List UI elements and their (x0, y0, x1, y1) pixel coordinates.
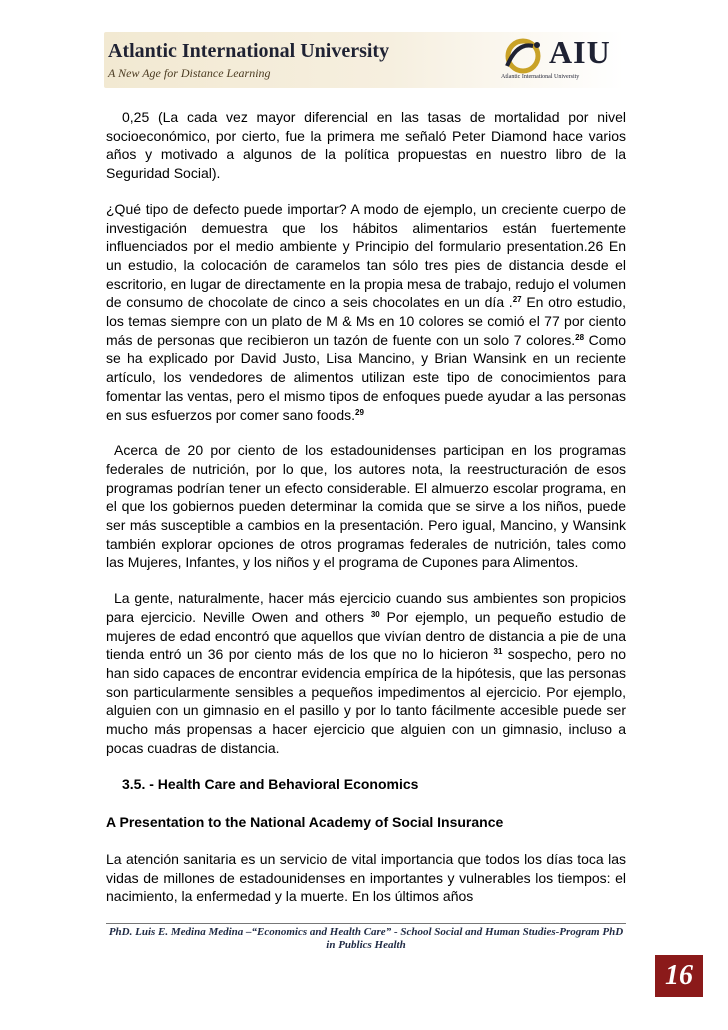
university-subtitle: A New Age for Distance Learning (108, 66, 271, 80)
aiu-laurel-logo-icon (499, 36, 549, 76)
footer-divider (106, 923, 626, 924)
paragraph-3: Acerca de 20 por ciento de los estadounidenses participan en los programas federales de nutrición, por lo que, los autores nota, la reestructuración de esos programas podrían tener un efecto considerable. El almuerzo escolar programa, en el que los gobiernos pueden determinar la comida que se sirve a los niños, puede ser más susceptible a cambios en la presentación. Pero igual, Mancino, y Wansink también explorar opciones de otros programas federales de nutrición, tales como las Mujeres, Infantes, y los niños y el programa de Cupones para Alimentos. (106, 442, 626, 571)
paragraph-1: 0,25 (La cada vez mayor diferencial en las tasas de mortalidad por nivel socioeconómico, por cierto, fue la primera me señaló Peter Diamond hace varios años y motivado a algunos de la política propuestas en nuestro libro de la Seguridad Social). (106, 109, 626, 182)
footnote-ref-28: 28 (575, 332, 585, 342)
footnote-ref-29: 29 (355, 407, 364, 417)
page-footer: PhD. Luis E. Medina Medina –“Economics and Health Care” - School Social and Human Studies-Program PhD in Publics Health (108, 926, 624, 951)
paragraph-4-part-b: Por ejemplo, un pequeño estudio de mujeres de edad encontró que aquellos que vivían dentro de distancia a pie de una tienda entró un 36 por ciento más de los que no lo hicieron (106, 608, 626, 663)
page-number: 16 (655, 955, 703, 997)
section-heading: 3.5. - Health Care and Behavioral Economics (122, 775, 419, 792)
page-body (106, 108, 626, 923)
paragraph-4 (106, 589, 626, 757)
university-title: Atlantic International University (108, 40, 390, 62)
aiu-logo (499, 36, 624, 84)
paragraph-2-part-a: ¿Qué tipo de defecto puede importar? A modo de ejemplo, un creciente cuerpo de investigación demuestra que los hábitos alimentarios están fuertemente influenciados por el medio ambiente y Principio del formulario presentation.26 En un estudio, la colocación de caramelos tan sólo tres pies de distancia desde el escritorio, en lugar de directamente en la propia mesa de trabajo, redujo el volumen de consumo de chocolate de cinco a seis chocolates en un día . (106, 200, 626, 311)
page-header (104, 32, 624, 88)
footnote-ref-31: 31 (493, 647, 503, 657)
paragraph-4-part-a: La gente, naturalmente, hacer más ejercicio cuando sus ambientes son propicios para ejercicio. Neville Owen and others (106, 590, 626, 625)
paragraph-2-part-b: En otro estudio, los temas siempre con un plato de M & Ms en 10 colores se comió el 77 por ciento más de personas que recibieron un tazón de fuente con un solo 7 colores. (106, 294, 627, 348)
paragraph-2 (106, 200, 626, 424)
footnote-ref-30: 30 (370, 609, 380, 619)
aiu-logo-subtext: Atlantic International University (501, 74, 580, 80)
subheading: A Presentation to the National Academy of Social Insurance (106, 814, 504, 831)
aiu-logo-text: AIU (549, 34, 611, 70)
paragraph-5: La atención sanitaria es un servicio de vital importancia que todos los días toca las vidas de millones de estadounidenses en importantes y vulnerables los tiempos: el nacimiento, la enfermedad y la muerte. En los últimos años (106, 850, 626, 905)
paragraph-4-part-c: sospecho, pero no han sido capaces de encontrar evidencia empírica de la hipótesis, que las personas son particularmente sensibles a pequeños impedimentos al ejercicio. Por ejemplo, alguien con un gimnasio en el pasillo y por lo tanto fácilmente accesible puede ser mucho más propensas a hacer ejercicio que alguien con un gimnasio, incluso a pocas cuadras de distancia. (106, 646, 626, 756)
footnote-ref-27: 27 (512, 295, 522, 305)
paragraph-2-part-c: Como se ha explicado por David Justo, Lisa Mancino, y Brian Wansink en un reciente artículo, los vendedores de alimentos utilizan este tipo de conocimientos para fomentar las ventas, pero el mismo tipos de enfoques puede ayudar a las personas en sus esfuerzos por comer sano foods. (106, 331, 627, 423)
